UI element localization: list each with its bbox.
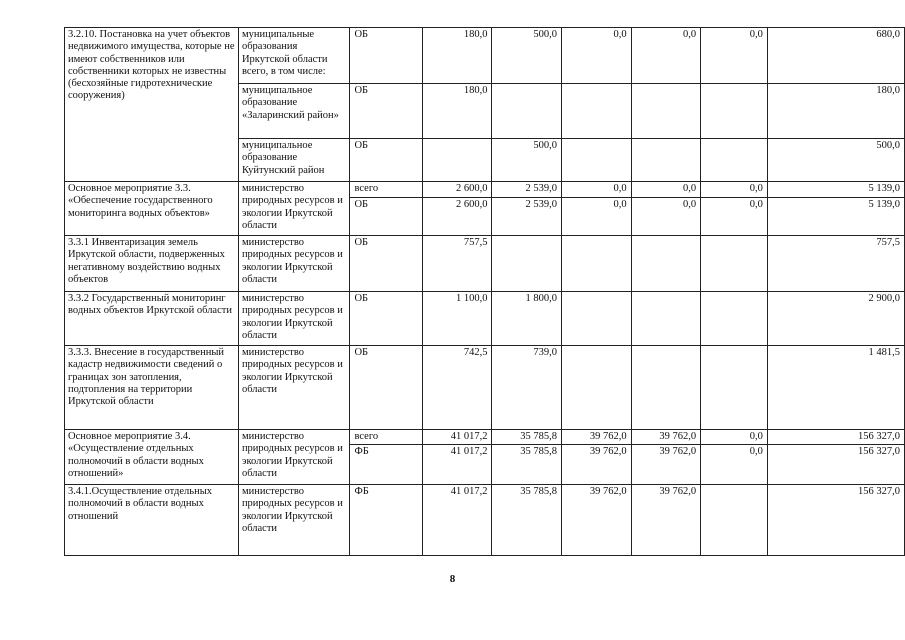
year-value-cell: 2 539,0: [492, 198, 562, 236]
executor-cell: министерство природных ресурсов и экологии Иркутской области: [238, 485, 350, 556]
year-value-cell: [701, 84, 768, 139]
executor-cell: муниципальное образование Куйтунский район: [238, 139, 350, 182]
year-value-cell: [562, 292, 632, 346]
activity-name-cell: 3.3.2 Государственный мониторинг водных объектов Иркутской области: [65, 292, 239, 346]
year-value-cell: [631, 84, 701, 139]
year-value-cell: [701, 485, 768, 556]
executor-cell: муниципальное образование «Заларинский район»: [238, 84, 350, 139]
year-value-cell: [701, 139, 768, 182]
budget-table: [64, 27, 905, 556]
funding-source-cell: ОБ: [350, 198, 422, 236]
year-value-cell: 0,0: [701, 445, 768, 485]
year-value-cell: [631, 292, 701, 346]
total-value-cell: 757,5: [767, 236, 904, 292]
year-value-cell: 0,0: [562, 182, 632, 198]
total-value-cell: 2 900,0: [767, 292, 904, 346]
total-value-cell: 5 139,0: [767, 182, 904, 198]
year-value-cell: 0,0: [701, 430, 768, 445]
year-value-cell: 1 800,0: [492, 292, 562, 346]
year-value-cell: 0,0: [631, 28, 701, 84]
year-value-cell: [562, 236, 632, 292]
year-value-cell: [631, 236, 701, 292]
year-value-cell: 0,0: [701, 198, 768, 236]
executor-cell: министерство природных ресурсов и экологии Иркутской области: [238, 430, 350, 485]
year-value-cell: 39 762,0: [562, 445, 632, 485]
funding-source-cell: ФБ: [350, 445, 422, 485]
funding-source-cell: ФБ: [350, 485, 422, 556]
total-value-cell: 500,0: [767, 139, 904, 182]
year-value-cell: 500,0: [492, 139, 562, 182]
year-value-cell: 180,0: [422, 84, 492, 139]
executor-cell: министерство природных ресурсов и экологии Иркутской области: [238, 292, 350, 346]
total-value-cell: 156 327,0: [767, 485, 904, 556]
executor-cell: министерство природных ресурсов и экологии Иркутской области: [238, 346, 350, 430]
year-value-cell: 757,5: [422, 236, 492, 292]
year-value-cell: 2 600,0: [422, 198, 492, 236]
funding-source-cell: ОБ: [350, 28, 422, 84]
year-value-cell: 35 785,8: [492, 430, 562, 445]
total-value-cell: 1 481,5: [767, 346, 904, 430]
table-row: [65, 236, 905, 292]
activity-name-cell: 3.3.1 Инвентаризация земель Иркутской области, подверженных негативному воздействию водных объектов: [65, 236, 239, 292]
year-value-cell: [492, 84, 562, 139]
year-value-cell: 739,0: [492, 346, 562, 430]
page-number: 8: [449, 573, 456, 585]
year-value-cell: [631, 139, 701, 182]
year-value-cell: [492, 236, 562, 292]
year-value-cell: 0,0: [701, 182, 768, 198]
year-value-cell: 742,5: [422, 346, 492, 430]
total-value-cell: 156 327,0: [767, 430, 904, 445]
year-value-cell: [422, 139, 492, 182]
year-value-cell: 1 100,0: [422, 292, 492, 346]
table-row: [65, 485, 905, 556]
year-value-cell: [562, 346, 632, 430]
total-value-cell: 5 139,0: [767, 198, 904, 236]
year-value-cell: 0,0: [562, 28, 632, 84]
year-value-cell: 41 017,2: [422, 445, 492, 485]
activity-name-cell: 3.2.10. Постановка на учет объектов недвижимого имущества, которые не имеют собственников или собственники которых не известны (бесхозяйные гидротехнические сооружения): [65, 28, 239, 182]
funding-source-cell: ОБ: [350, 346, 422, 430]
year-value-cell: [562, 84, 632, 139]
year-value-cell: 0,0: [701, 28, 768, 84]
year-value-cell: [701, 236, 768, 292]
executor-cell: муниципальные образования Иркутской области всего, в том числе:: [238, 28, 350, 84]
year-value-cell: 0,0: [562, 198, 632, 236]
year-value-cell: 41 017,2: [422, 430, 492, 445]
year-value-cell: [631, 346, 701, 430]
table-row: [65, 28, 905, 84]
year-value-cell: 39 762,0: [562, 430, 632, 445]
funding-source-cell: ОБ: [350, 236, 422, 292]
year-value-cell: 35 785,8: [492, 485, 562, 556]
table-row: [65, 430, 905, 445]
funding-source-cell: ОБ: [350, 292, 422, 346]
executor-cell: министерство природных ресурсов и экологии Иркутской области: [238, 182, 350, 236]
activity-name-cell: 3.4.1.Осуществление отдельных полномочий в области водных отношений: [65, 485, 239, 556]
year-value-cell: 35 785,8: [492, 445, 562, 485]
year-value-cell: 500,0: [492, 28, 562, 84]
year-value-cell: 39 762,0: [562, 485, 632, 556]
funding-source-cell: всего: [350, 430, 422, 445]
table-row: [65, 346, 905, 430]
year-value-cell: 0,0: [631, 182, 701, 198]
year-value-cell: 0,0: [631, 198, 701, 236]
activity-name-cell: 3.3.3. Внесение в государственный кадастр недвижимости сведений о границах зон затопления, подтопления на территории Иркутской области: [65, 346, 239, 430]
table-row: [65, 292, 905, 346]
year-value-cell: 2 600,0: [422, 182, 492, 198]
total-value-cell: 680,0: [767, 28, 904, 84]
year-value-cell: [562, 139, 632, 182]
year-value-cell: 180,0: [422, 28, 492, 84]
year-value-cell: 2 539,0: [492, 182, 562, 198]
total-value-cell: 156 327,0: [767, 445, 904, 485]
year-value-cell: [701, 346, 768, 430]
year-value-cell: 41 017,2: [422, 485, 492, 556]
funding-source-cell: всего: [350, 182, 422, 198]
year-value-cell: [701, 292, 768, 346]
funding-source-cell: ОБ: [350, 139, 422, 182]
total-value-cell: 180,0: [767, 84, 904, 139]
table-row: [65, 182, 905, 198]
year-value-cell: 39 762,0: [631, 485, 701, 556]
funding-source-cell: ОБ: [350, 84, 422, 139]
executor-cell: министерство природных ресурсов и экологии Иркутской области: [238, 236, 350, 292]
year-value-cell: 39 762,0: [631, 430, 701, 445]
year-value-cell: 39 762,0: [631, 445, 701, 485]
activity-name-cell: Основное мероприятие 3.4. «Осуществление отдельных полномочий в области водных отношений»: [65, 430, 239, 485]
activity-name-cell: Основное мероприятие 3.3. «Обеспечение государственного мониторинга водных объектов»: [65, 182, 239, 236]
